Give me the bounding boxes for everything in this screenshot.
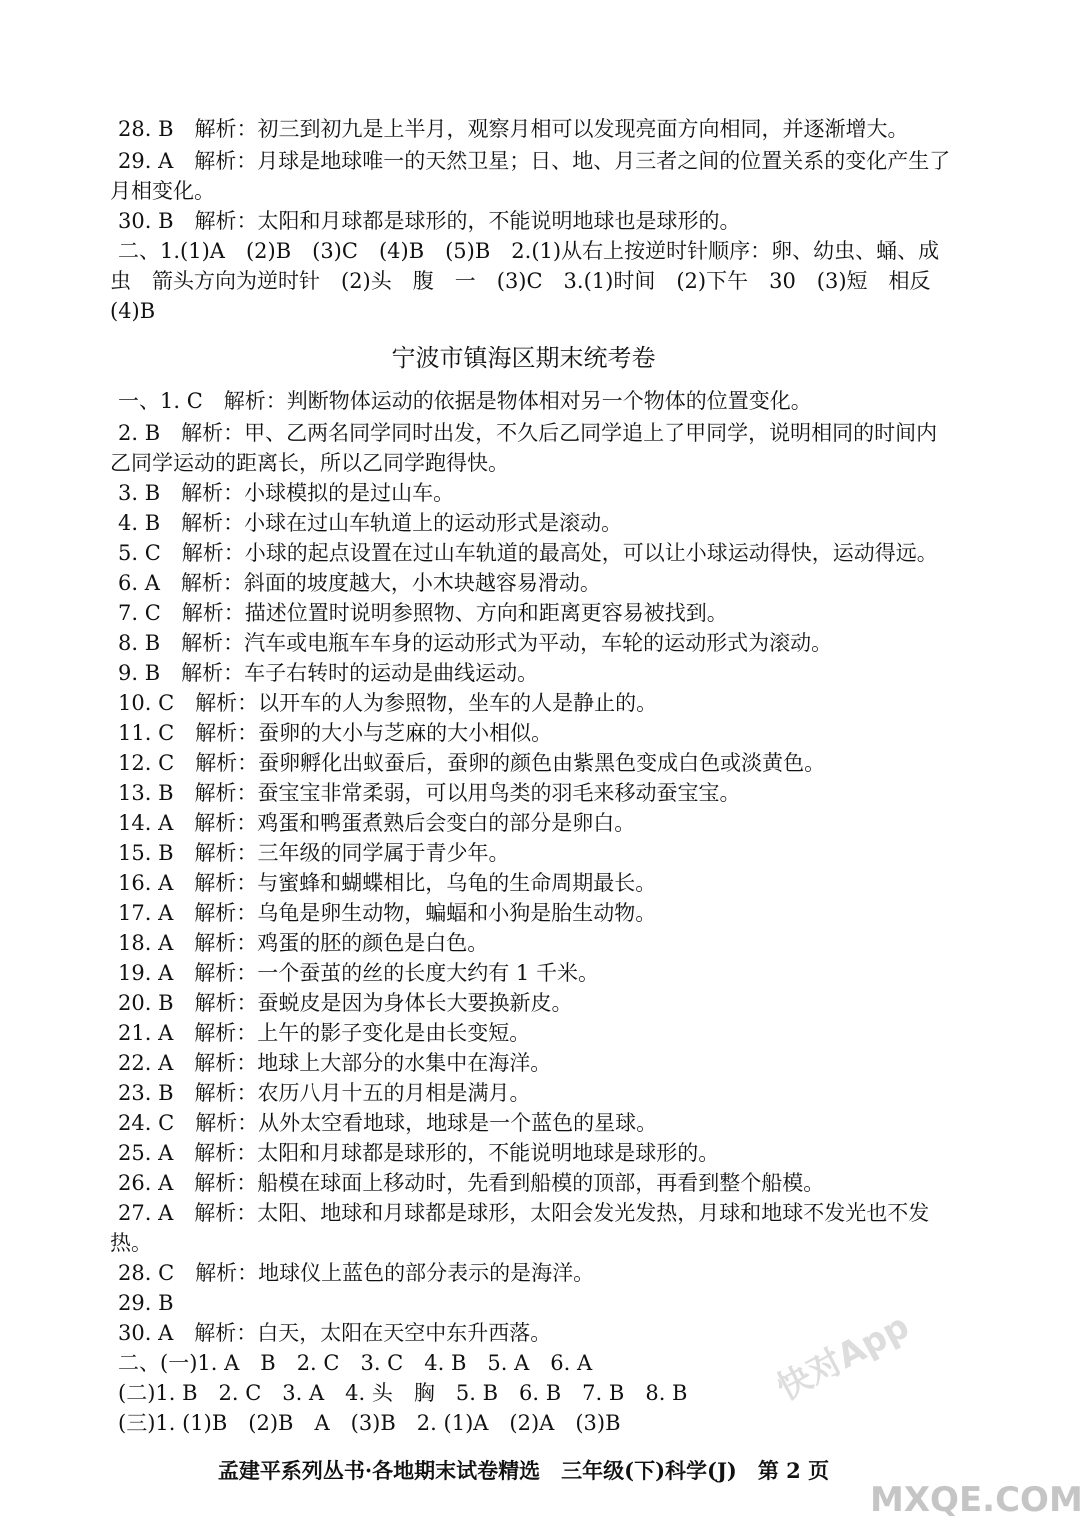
exam-title: 宁波市镇海区期末统考卷 <box>391 344 656 372</box>
answer-line: 22. A 解析：地球上大部分的水集中在海洋。 <box>118 1051 552 1075</box>
answer-line: 乙同学运动的距离长，所以乙同学跑得快。 <box>110 451 509 475</box>
answer-line: 14. A 解析：鸡蛋和鸭蛋煮熟后会变白的部分是卵白。 <box>118 811 636 835</box>
answer-line: 25. A 解析：太阳和月球都是球形的，不能说明地球是球形的。 <box>118 1141 720 1165</box>
answer-line: 3. B 解析：小球模拟的是过山车。 <box>118 481 455 505</box>
answer-line: 18. A 解析：鸡蛋的胚的颜色是白色。 <box>118 931 489 955</box>
answer-line: 12. C 解析：蚕卵孵化出蚁蚕后，蚕卵的颜色由紫黑色变成白色或淡黄色。 <box>118 751 826 775</box>
answer-line: 27. A 解析：太阳、地球和月球都是球形，太阳会发光发热，月球和地球不发光也不发 <box>118 1201 930 1225</box>
answer-line: 11. C 解析：蚕卵的大小与芝麻的大小相似。 <box>118 721 553 745</box>
answer-line: 5. C 解析：小球的起点设置在过山车轨道的最高处，可以让小球运动得快，运动得远。 <box>118 541 938 565</box>
answer-line: 9. B 解析：车子右转时的运动是曲线运动。 <box>118 661 539 685</box>
answer-line: 虫 箭头方向为逆时针 (2)头 腹 一 (3)C 3.(1)时间 (2)下午 30 (3)短 相反 <box>110 269 931 293</box>
answer-line: 26. A 解析：船模在球面上移动时，先看到船模的顶部，再看到整个船模。 <box>118 1171 825 1195</box>
answer-line: 17. A 解析：乌龟是卵生动物，蝙蝠和小狗是胎生动物。 <box>118 901 657 925</box>
answer-line: 28. C 解析：地球仪上蓝色的部分表示的是海洋。 <box>118 1261 595 1285</box>
answer-line: 24. C 解析：从外太空看地球，地球是一个蓝色的星球。 <box>118 1111 658 1135</box>
answer-line: 30. B 解析：太阳和月球都是球形的，不能说明地球也是球形的。 <box>118 209 741 233</box>
answer-line: 热。 <box>110 1231 152 1255</box>
answer-line: 4. B 解析：小球在过山车轨道上的运动形式是滚动。 <box>118 511 623 535</box>
answer-line: 30. A 解析：白天，太阳在天空中东升西落。 <box>118 1321 552 1345</box>
answer-line: 16. A 解析：与蜜蜂和蝴蝶相比，乌龟的生命周期最长。 <box>118 871 657 895</box>
answer-line: 7. C 解析：描述位置时说明参照物、方向和距离更容易被找到。 <box>118 601 728 625</box>
answer-line: 一、1. C 解析：判断物体运动的依据是物体相对另一个物体的位置变化。 <box>118 389 812 413</box>
answer-line: 19. A 解析：一个蚕茧的丝的长度大约有 1 千米。 <box>118 961 599 985</box>
site-watermark: MXQE.COM <box>870 1480 1083 1520</box>
answer-line: (二)1. B 2. C 3. A 4. 头 胸 5. B 6. B 7. B 8. B <box>118 1381 688 1405</box>
app-watermark: 快对App <box>770 1306 916 1409</box>
answer-line: 21. A 解析：上午的影子变化是由长变短。 <box>118 1021 531 1045</box>
answer-line: 29. B <box>118 1291 174 1315</box>
answer-line: (三)1. (1)B (2)B A (3)B 2. (1)A (2)A (3)B <box>118 1411 621 1435</box>
answer-line: 月相变化。 <box>110 179 215 203</box>
answer-line: 二、1.(1)A (2)B (3)C (4)B (5)B 2.(1)从右上按逆时针顺序：卵、幼虫、蛹、成 <box>118 239 940 263</box>
answer-line: 二、(一)1. A B 2. C 3. C 4. B 5. A 6. A <box>118 1351 593 1375</box>
answer-line: (4)B <box>110 299 156 323</box>
answer-line: 6. A 解析：斜面的坡度越大，小木块越容易滑动。 <box>118 571 601 595</box>
answer-line: 29. A 解析：月球是地球唯一的天然卫星；日、地、月三者之间的位置关系的变化产生了 <box>118 149 951 173</box>
answer-line: 20. B 解析：蚕蜕皮是因为身体长大要换新皮。 <box>118 991 573 1015</box>
answer-line: 23. B 解析：农历八月十五的月相是满月。 <box>118 1081 531 1105</box>
answer-line: 8. B 解析：汽车或电瓶车车身的运动形式为平动，车轮的运动形式为滚动。 <box>118 631 833 655</box>
answer-line: 13. B 解析：蚕宝宝非常柔弱，可以用鸟类的羽毛来移动蚕宝宝。 <box>118 781 741 805</box>
answer-line: 10. C 解析：以开车的人为参照物，坐车的人是静止的。 <box>118 691 658 715</box>
page-footer: 孟建平系列丛书·各地期末试卷精选 三年级(下)科学(J) 第 2 页 <box>217 1458 830 1483</box>
answer-line: 2. B 解析：甲、乙两名同学同时出发，不久后乙同学追上了甲同学，说明相同的时间内 <box>118 421 938 445</box>
answer-line: 28. B 解析：初三到初九是上半月，观察月相可以发现亮面方向相同，并逐渐增大。 <box>118 117 909 141</box>
answer-line: 15. B 解析：三年级的同学属于青少年。 <box>118 841 510 865</box>
